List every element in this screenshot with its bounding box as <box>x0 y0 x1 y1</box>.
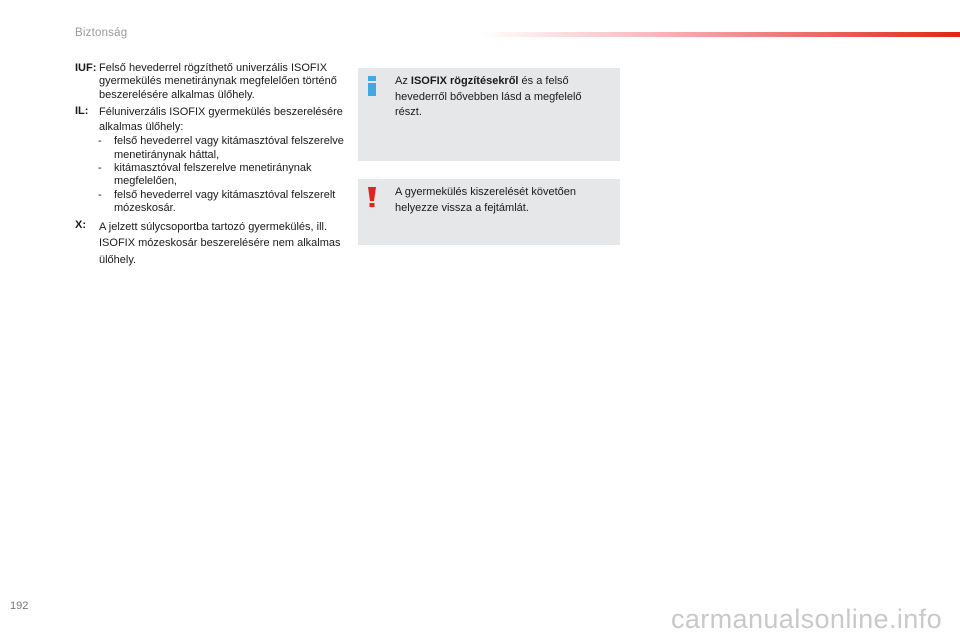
definitions-column <box>75 62 355 271</box>
definition-text: Felső hevederrel rögzíthető univerzális ISOFIX gyermekülés menetiránynak megfelelően történő beszerelésére alkalmas ülőhely. <box>99 62 337 101</box>
definition-term: IUF: <box>75 62 97 74</box>
watermark: carmanualsonline.info <box>670 604 942 634</box>
definition-body <box>99 105 355 215</box>
header-accent-bar <box>480 32 960 37</box>
warning-note-text: A gyermekülés kiszerelését követően helyezze vissza a fejtámlát. <box>395 186 576 214</box>
info-note-bold: ISOFIX rögzítésekről <box>410 75 519 87</box>
warning-note <box>358 179 620 245</box>
exclamation-icon <box>367 187 377 207</box>
definition-text: A jelzett súlycsoportba tartozó gyermekülés, ill. ISOFIX mózeskosár beszerelésére nem alkalmas ülőhely. <box>99 220 341 266</box>
list-item: - felső hevederrel vagy kitámasztóval felszerelt mózeskosár. <box>99 189 355 216</box>
info-note-suffix: és a felső hevederről bővebben lásd a megfelelő részt. <box>395 75 582 118</box>
list-item: - felső hevederrel vagy kitámasztóval felszerelve menetiránynak háttal, <box>99 135 355 162</box>
section-title: Biztonság <box>75 27 128 39</box>
info-note-text <box>395 74 610 121</box>
bullet-text: felső hevederrel vagy kitámasztóval felszerelt mózeskosár. <box>114 188 336 215</box>
definition-text: Féluniverzális ISOFIX gyermekülés beszerelésére alkalmas ülőhely: <box>99 106 343 134</box>
bullet-text: felső hevederrel vagy kitámasztóval felszerelve menetiránynak háttal, <box>114 135 344 161</box>
definition-x <box>75 219 355 269</box>
info-icon <box>367 76 377 96</box>
list-item: - kitámasztóval felszerelve menetiránynak megfelelően, <box>99 162 355 189</box>
bullet-list <box>99 135 355 215</box>
info-note <box>358 68 620 161</box>
page-number: 192 <box>10 600 29 612</box>
definition-term: IL: <box>75 105 89 118</box>
definition-il <box>75 105 355 215</box>
definition-iuf <box>75 62 355 102</box>
info-note-prefix: Az <box>395 75 411 87</box>
bullet-text: kitámasztóval felszerelve menetiránynak megfelelően, <box>114 162 312 188</box>
definition-term: X: <box>75 218 86 231</box>
